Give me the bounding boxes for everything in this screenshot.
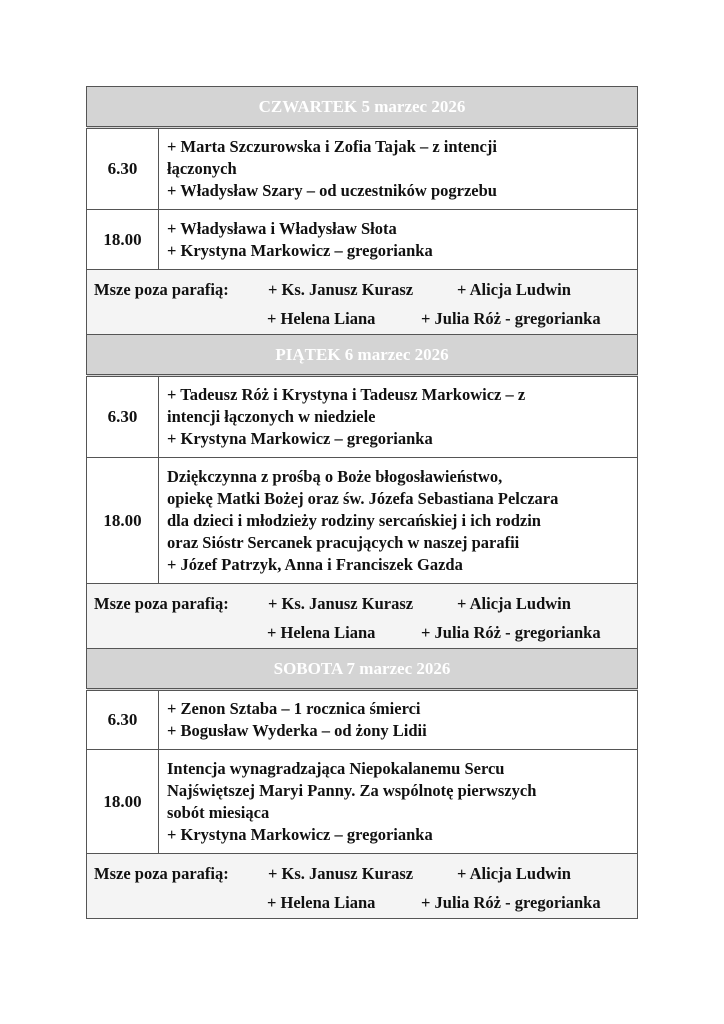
mass-row: [87, 210, 638, 270]
outside-parish-label: Msze poza parafią:: [94, 864, 229, 883]
mass-row: [87, 750, 638, 854]
outside-parish-row: [87, 270, 638, 335]
day-title: CZWARTEK 5 marzec 2026: [87, 87, 638, 128]
intention-line: sobót miesiąca: [167, 802, 270, 822]
mass-intentions: [159, 750, 638, 854]
intention-line: + Józef Patrzyk, Anna i Franciszek Gazda: [167, 554, 463, 574]
outside-parish-label: Msze poza parafią:: [94, 594, 229, 613]
intention-line: łączonych: [167, 159, 237, 178]
intention-line: + Władysława i Władysław Słota: [167, 218, 397, 238]
outside-parish-row: [87, 584, 638, 649]
intention-line: + Bogusław Wyderka – od żony Lidii: [167, 721, 427, 740]
outside-name: + Helena Liana: [267, 623, 376, 642]
mass-intentions: [159, 376, 638, 458]
intention-line: opiekę Matki Bożej oraz św. Józefa Sebastiana Pelczara: [167, 488, 559, 508]
intention-line: dla dzieci i młodzieży rodziny sercańskiej i ich rodzin: [167, 510, 541, 530]
intention-line: + Krystyna Markowicz – gregorianka: [167, 824, 433, 844]
mass-time: 18.00: [87, 458, 159, 584]
intention-line: + Krystyna Markowicz – gregorianka: [167, 240, 433, 260]
mass-row: [87, 690, 638, 750]
intention-line: oraz Sióstr Sercanek pracujących w naszej parafii: [167, 532, 520, 552]
intention-line: + Krystyna Markowicz – gregorianka: [167, 429, 433, 448]
day-header: [87, 649, 638, 690]
intention-line: + Tadeusz Róż i Krystyna i Tadeusz Markowicz – z: [167, 385, 526, 404]
intention-line: Intencja wynagradzająca Niepokalanemu Sercu: [167, 758, 505, 778]
outside-name: + Ks. Janusz Kurasz: [268, 280, 414, 299]
outside-name: + Ks. Janusz Kurasz: [268, 594, 414, 613]
outside-name: + Julia Róż - gregorianka: [421, 893, 601, 912]
mass-intentions: [159, 690, 638, 750]
mass-intentions: [159, 128, 638, 210]
day-title: SOBOTA 7 marzec 2026: [87, 649, 638, 690]
outside-name: + Alicja Ludwin: [457, 594, 571, 613]
intention-line: + Władysław Szary – od uczestników pogrzebu: [167, 181, 497, 200]
outside-parish-row: [87, 854, 638, 919]
outside-name: + Ks. Janusz Kurasz: [268, 864, 414, 883]
mass-intentions: [159, 458, 638, 584]
mass-row: [87, 128, 638, 210]
outside-name: + Julia Róż - gregorianka: [421, 309, 601, 328]
mass-time: 6.30: [87, 128, 159, 210]
mass-schedule-table: [86, 86, 638, 919]
intention-line: intencji łączonych w niedziele: [167, 407, 376, 426]
mass-intentions: [159, 210, 638, 270]
mass-time: 6.30: [87, 690, 159, 750]
mass-time: 6.30: [87, 376, 159, 458]
outside-name: + Alicja Ludwin: [457, 280, 571, 299]
day-header: [87, 87, 638, 128]
day-header: [87, 335, 638, 376]
intention-line: Dziękczynna z prośbą o Boże błogosławieństwo,: [167, 466, 503, 486]
outside-name: + Helena Liana: [267, 309, 376, 328]
outside-name: + Julia Róż - gregorianka: [421, 623, 601, 642]
outside-parish-label: Msze poza parafią:: [94, 280, 229, 299]
mass-row: [87, 376, 638, 458]
intention-line: Najświętszej Maryi Panny. Za wspólnotę pierwszych: [167, 780, 537, 800]
mass-row: [87, 458, 638, 584]
mass-time: 18.00: [87, 210, 159, 270]
mass-time: 18.00: [87, 750, 159, 854]
outside-name: + Helena Liana: [267, 893, 376, 912]
day-title: PIĄTEK 6 marzec 2026: [87, 335, 638, 376]
outside-name: + Alicja Ludwin: [457, 864, 571, 883]
intention-line: + Zenon Sztaba – 1 rocznica śmierci: [167, 699, 421, 718]
intention-line: + Marta Szczurowska i Zofia Tajak – z intencji: [167, 137, 497, 156]
